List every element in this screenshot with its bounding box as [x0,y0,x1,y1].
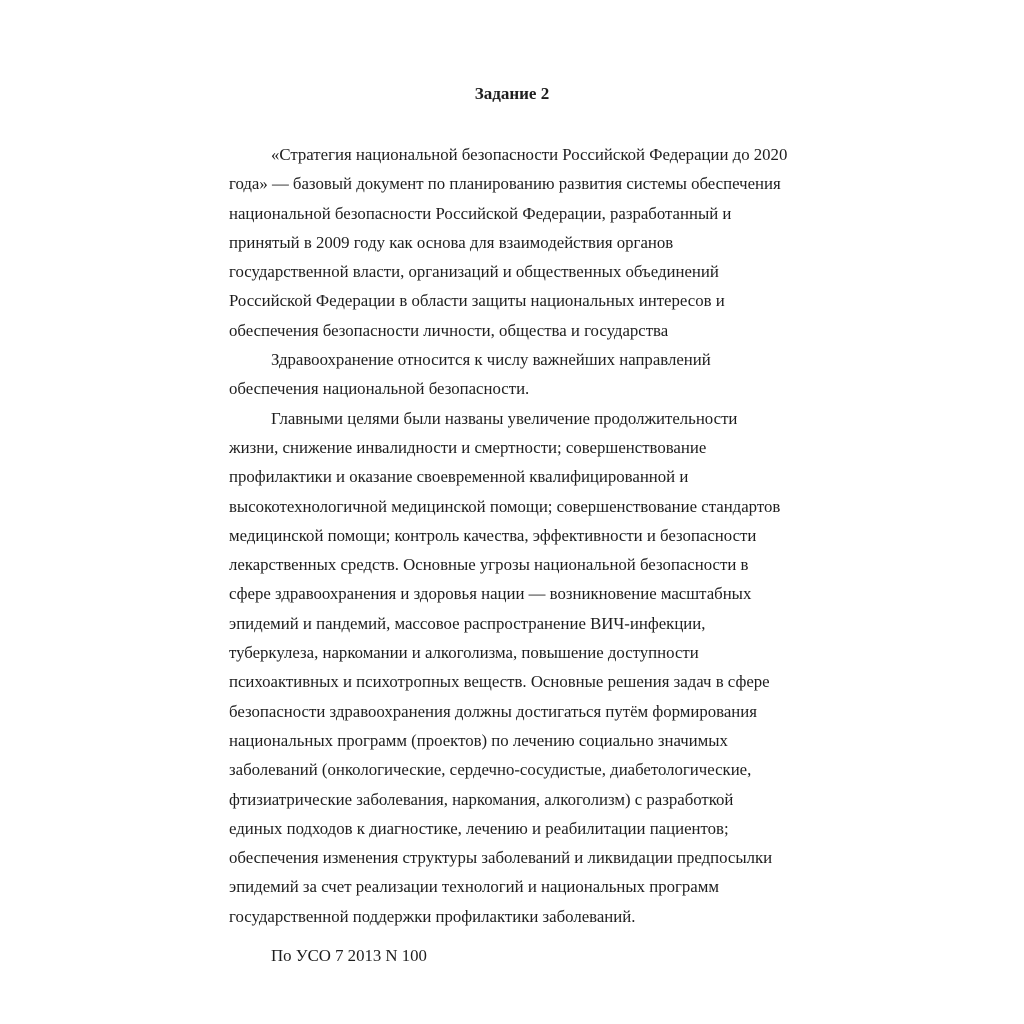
text-line: высокотехнологичной медицинской помощи; совершенствование стандартов [229,496,781,516]
text-line: сфере здравоохранения и здоровья нации — возникновение масштабных [229,584,752,604]
text-line: туберкулеза, наркомании и алкоголизма, повышение доступности [229,643,699,663]
text-line: принятый в 2009 году как основа для взаимодействия органов [229,232,674,252]
document-title: Задание 2 [474,84,550,103]
paragraph [229,404,802,931]
text-line: жизни, снижение инвалидности и смертности; совершенствование [229,437,707,457]
partially-visible-line [229,940,802,965]
text-line: Здравоохранение относится к числу важнейших направлений [271,350,711,370]
text-line: государственной власти, организаций и общественных объединений [229,262,719,282]
text-line: профилактики и оказание своевременной квалифицированной и [229,467,689,487]
text-line: заболеваний (онкологические, сердечно-сосудистые, диабетологические, [229,760,752,780]
text-line: лекарственных средств. Основные угрозы национальной безопасности в [229,555,749,575]
text-line: национальных программ (проектов) по лечению социально значимых [229,730,728,750]
partial-line-text: По УСО 7 2013 N 100 [271,946,427,965]
text-line: национальной безопасности Российской Федерации, разработанный и [229,203,732,223]
text-line: психоактивных и психотропных веществ. Основные решения задач в сфере [229,672,770,692]
text-line: единых подходов к диагностике, лечению и реабилитации пациентов; [229,818,729,838]
text-line: медицинской помощи; контроль качества, эффективности и безопасности [229,525,757,545]
text-line: эпидемий за счет реализации технологий и национальных программ [229,877,719,897]
text-line: обеспечения изменения структуры заболеваний и ликвидации предпосылки [229,848,773,868]
text-line: обеспечения безопасности личности, общества и государства [229,320,669,340]
text-line: безопасности здравоохранения должны достигаться путём формирования [229,701,757,721]
text-line: фтизиатрические заболевания, наркомания, алкоголизм) с разработкой [229,789,734,809]
paragraph [229,345,802,404]
text-line: эпидемий и пандемий, массовое распространение ВИЧ-инфекции, [229,613,706,633]
document-body [229,140,802,931]
text-line: обеспечения национальной безопасности. [229,379,530,399]
paragraph [229,140,802,345]
text-line: Российской Федерации в области защиты национальных интересов и [229,291,725,311]
text-line: государственной поддержки профилактики заболеваний. [229,906,636,926]
text-line: Главными целями были названы увеличение продолжительности [271,408,738,428]
text-line: «Стратегия национальной безопасности Российской Федерации до 2020 [271,145,788,164]
text-line: года» — базовый документ по планированию развития системы обеспечения [229,174,781,194]
